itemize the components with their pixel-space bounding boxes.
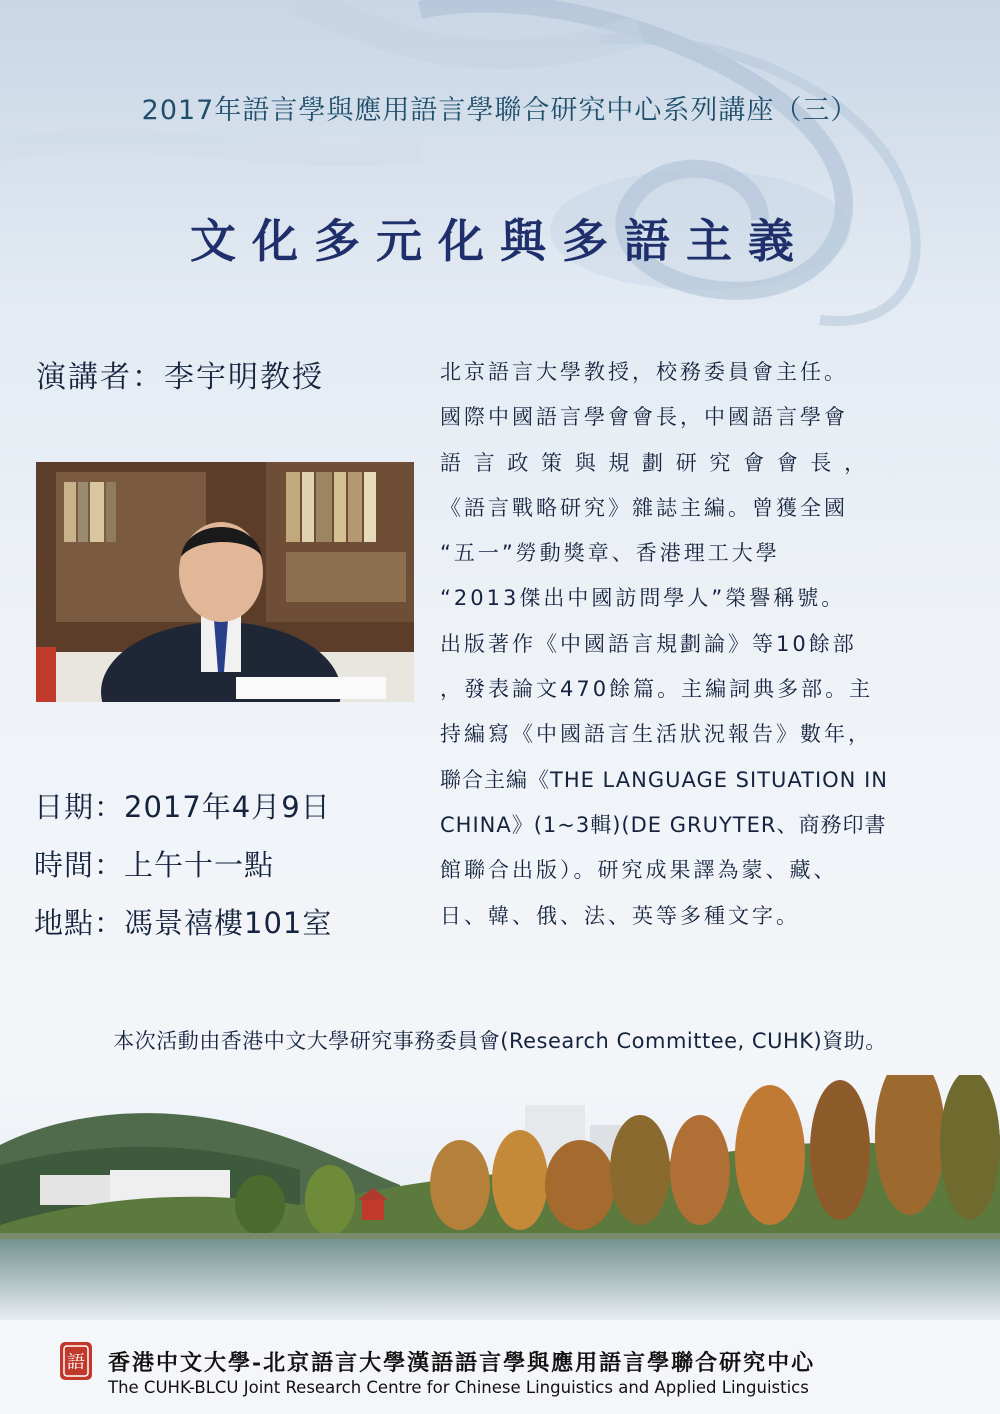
bio-line: 館聯合出版）。研究成果譯為蒙、藏、 bbox=[440, 858, 838, 883]
main-title: 文化多元化與多語主義 bbox=[190, 214, 810, 268]
centre-name-chinese: 香港中文大學-北京語言大學漢語語言學與應用語言學聯合研究中心 bbox=[108, 1350, 816, 1376]
bio-line: CHINA》(1~3輯)(DE GRUYTER、商務印書 bbox=[440, 812, 887, 837]
event-info bbox=[34, 778, 332, 952]
event-time: 時間：上午十一點 bbox=[34, 848, 275, 882]
series-title: 2017年語言學與應用語言學聯合研究中心系列講座（三） bbox=[141, 95, 859, 126]
bio-line: 出版著作《中國語言規劃論》等10餘部 bbox=[440, 631, 857, 656]
bio-line: ，發表論文470餘篇。主編詞典多部。主 bbox=[440, 677, 874, 702]
bio-line: 《語言戰略研究》雜誌主編。曾獲全國 bbox=[440, 495, 848, 520]
speaker-photo bbox=[36, 462, 414, 702]
bio-line: 日、韓、俄、法、英等多種文字。 bbox=[440, 903, 800, 928]
bio-line: 語 言 政 策 與 規 劃 研 究 會 會 長 ， bbox=[440, 450, 869, 475]
campus-scenery bbox=[0, 1075, 1000, 1320]
centre-seal-logo bbox=[58, 1340, 94, 1382]
speaker-label: 演講者：李宇明教授 bbox=[36, 360, 324, 395]
bio-line: “五一”勞動獎章、香港理工大學 bbox=[440, 541, 780, 566]
bio-line: “2013傑出中國訪問學人”榮譽稱號。 bbox=[440, 586, 846, 611]
speaker-bio bbox=[440, 350, 980, 939]
seal-text: 語 bbox=[67, 1352, 85, 1373]
bio-line: 持編寫《中國語言生活狀況報告》數年， bbox=[440, 722, 872, 747]
sponsor-note: 本次活動由香港中文大學研究事務委員會(Research Committee, CUHK)資助。 bbox=[113, 1029, 887, 1053]
centre-name-english: The CUHK-BLCU Joint Research Centre for Chinese Linguistics and Applied Linguistics bbox=[108, 1378, 809, 1397]
event-date: 日期：2017年4月9日 bbox=[34, 790, 331, 824]
event-venue: 地點：馮景禧樓101室 bbox=[34, 906, 333, 940]
swirl-background bbox=[0, 0, 1000, 400]
bio-line: 國際中國語言學會會長，中國語言學會 bbox=[440, 405, 848, 430]
bio-line: 北京語言大學教授，校務委員會主任。 bbox=[440, 360, 848, 384]
bio-line: 聯合主編《THE LANGUAGE SITUATION IN bbox=[440, 767, 888, 792]
